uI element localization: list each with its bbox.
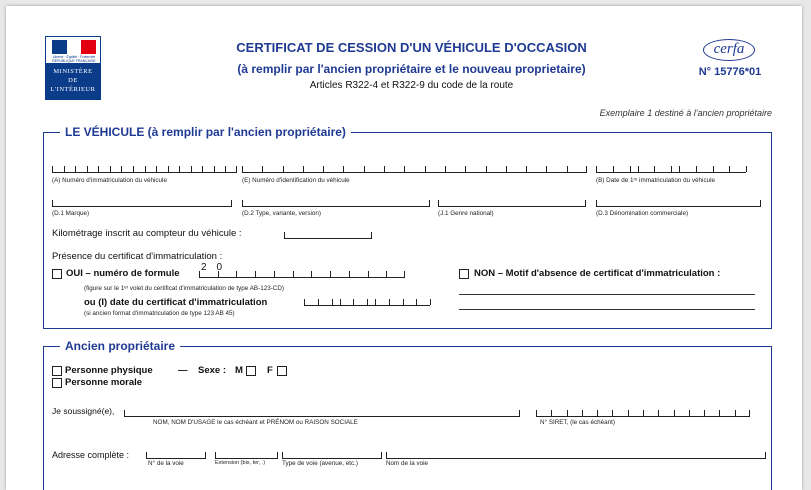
dash-separator: — xyxy=(178,365,188,376)
address-name-field[interactable] xyxy=(386,452,766,459)
non-checkbox[interactable] xyxy=(459,269,469,279)
national-genre-label: (J.1 Genre national) xyxy=(438,210,494,217)
brand-field[interactable] xyxy=(52,200,232,207)
address-type-field[interactable] xyxy=(282,452,382,459)
address-type-label: Type de voie (avenue, etc.) xyxy=(282,460,358,467)
sex-label: Sexe : xyxy=(198,365,226,376)
oui-checkbox[interactable] xyxy=(52,269,62,279)
formule-prefix: 20 xyxy=(201,262,233,273)
presence-label: Présence du certificat d'immatriculation : xyxy=(52,251,223,262)
physical-person-label: Personne physique xyxy=(65,365,153,376)
registration-date-note: (si ancien format d'immatriculation de type 123 AB 45) xyxy=(84,310,235,317)
vehicle-section-title: LE VÉHICULE (à remplir par l'ancien propriétaire) xyxy=(60,125,351,139)
logo-ministry: MINISTÈRE DE L'INTÉRIEUR xyxy=(50,68,96,93)
signed-label: Je soussigné(e), xyxy=(52,406,115,416)
moral-person-label: Personne morale xyxy=(65,377,143,388)
siret-field[interactable] xyxy=(536,410,750,417)
sex-m-label: M xyxy=(235,365,243,376)
vin-field[interactable] xyxy=(242,166,587,173)
physical-person-checkbox[interactable] xyxy=(52,366,62,376)
address-extension-field[interactable] xyxy=(215,452,278,459)
oui-label: OUI – numéro de formule xyxy=(66,268,180,279)
address-name-label: Nom de la voie xyxy=(386,460,428,467)
commercial-name-field[interactable] xyxy=(596,200,761,207)
cerfa-logo: cerfa xyxy=(703,39,755,61)
sex-f-checkbox[interactable] xyxy=(277,366,287,376)
mileage-field[interactable] xyxy=(284,232,372,239)
registration-number-field[interactable] xyxy=(52,166,237,173)
siret-label: N° SIRET, (le cas échéant) xyxy=(540,419,615,426)
brand-label: (D.1 Marque) xyxy=(52,210,90,217)
logo-motto: Liberté · Égalité · Fraternité RÉPUBLIQUE FRANÇAISE xyxy=(52,55,96,63)
registration-number-label: (A) Numéro d'immatriculation du véhicule xyxy=(52,177,167,184)
moral-person-checkbox[interactable] xyxy=(52,378,62,388)
owner-name-field[interactable] xyxy=(124,410,520,417)
absence-reason-line-1[interactable] xyxy=(459,294,755,295)
commercial-name-label: (D.3 Dénomination commerciale) xyxy=(596,210,689,217)
registration-date-label: ou (I) date du certificat d'immatriculation xyxy=(84,297,268,308)
address-extension-label: Extension (bis, ter, .) xyxy=(215,460,266,466)
address-number-label: N° de la voie xyxy=(148,460,184,467)
type-variant-label: (D.2 Type, variante, version) xyxy=(242,210,321,217)
type-variant-field[interactable] xyxy=(242,200,430,207)
owner-section-title: Ancien propriétaire xyxy=(60,339,180,353)
national-genre-field[interactable] xyxy=(438,200,586,207)
first-registration-date-label: (B) Date de 1ʳᵉ immatriculation du véhicule xyxy=(596,177,715,184)
owner-name-label: NOM, NOM D'USAGE le cas échéant et PRÉNOM ou RAISON SOCIALE xyxy=(153,419,358,426)
first-registration-date-field[interactable] xyxy=(596,166,746,173)
page-title: CERTIFICAT DE CESSION D'UN VÉHICULE D'OCCASION xyxy=(236,40,587,55)
vin-label: (E) Numéro d'identification du véhicule xyxy=(242,177,350,184)
cerfa-number: N° 15776*01 xyxy=(698,66,762,78)
sex-m-checkbox[interactable] xyxy=(246,366,256,376)
mileage-label: Kilométrage inscrit au compteur du véhicule : xyxy=(52,228,242,239)
form-sheet xyxy=(6,6,802,490)
articles-reference: Articles R322-4 et R322-9 du code de la route xyxy=(309,80,514,91)
oui-note: (figure sur le 1ᵉʳ volet du certificat d'immatriculation de type AB-123-CD) xyxy=(84,285,284,292)
copy-note: Exemplaire 1 destiné à l'ancien propriétaire xyxy=(599,108,772,118)
page-subtitle: (à remplir par l'ancien propriétaire et le nouveau proprietaire) xyxy=(237,62,586,76)
registration-date-field[interactable] xyxy=(304,299,430,306)
address-number-field[interactable] xyxy=(146,452,206,459)
absence-reason-line-2[interactable] xyxy=(459,309,755,310)
non-label: NON – Motif d'absence de certificat d'immatriculation : xyxy=(474,268,721,279)
sex-f-label: F xyxy=(267,365,273,376)
address-label: Adresse complète : xyxy=(52,450,130,460)
